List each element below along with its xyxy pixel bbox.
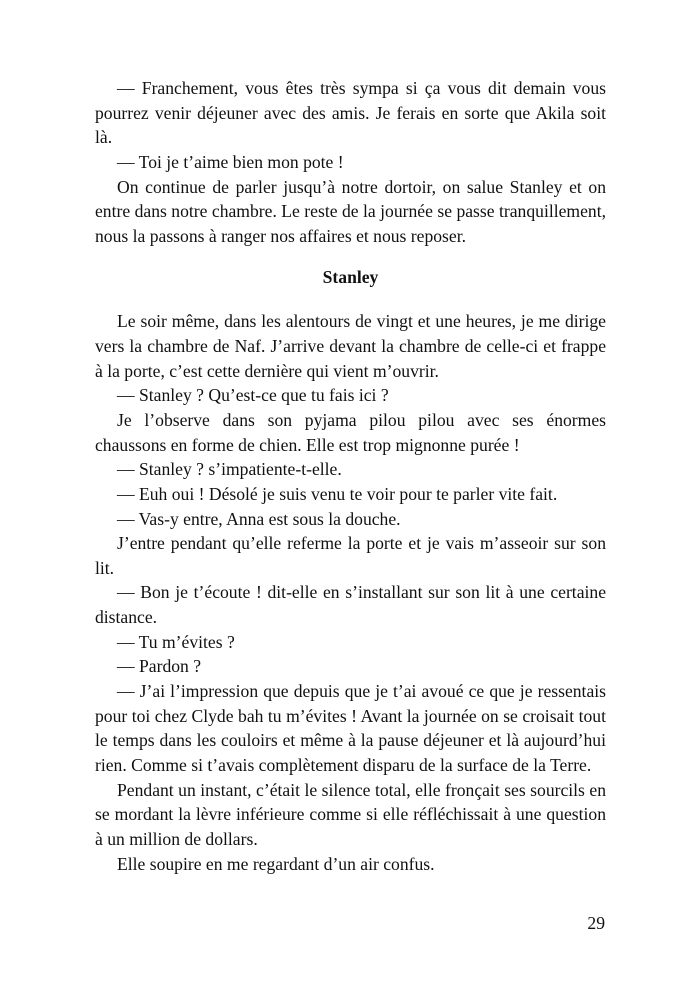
paragraph: — Bon je t’écoute ! dit-elle en s’installant sur son lit à une certaine distance. (95, 582, 606, 628)
paragraph: — J’ai l’impression que depuis que je t’ai avoué ce que je ressentais pour toi chez Clyde bah tu m’évites ! Avant la journée on se croisait tout le temps dans les couloirs et même à la pause déjeuner et là aujourd’hui rien. Comme si t’avais complètement disparu de la surface de la Terre. (95, 681, 606, 776)
paragraph: — Stanley ? s’impatiente-t-elle. (117, 459, 342, 480)
paragraph: On continue de parler jusqu’à notre dortoir, on salue Stanley et on entre dans notre chambre. Le reste de la journée se passe tranquillement, nous la passons à ranger nos affaires et nous reposer. (95, 176, 606, 246)
paragraph: J’entre pendant qu’elle referme la porte et je vais m’asseoir sur son lit. (95, 533, 606, 578)
page-body (95, 76, 606, 876)
page-number: 29 (587, 913, 605, 933)
paragraph: — Tu m’évites ? (117, 631, 235, 652)
section-heading: Stanley (322, 266, 379, 287)
paragraph: — Vas-y entre, Anna est sous la douche. (117, 508, 401, 529)
paragraph: — Toi je t’aime bien mon pote ! (117, 151, 344, 172)
paragraph: — Stanley ? Qu’est-ce que tu fais ici ? (117, 385, 389, 406)
paragraph: — Pardon ? (117, 656, 202, 677)
paragraph: Elle soupire en me regardant d’un air confus. (117, 853, 435, 874)
paragraph: — Franchement, vous êtes très sympa si ça vous dit demain vous pourrez venir déjeuner avec des amis. Je ferais en sorte que Akila soit là. (95, 78, 606, 148)
paragraph: — Euh oui ! Désolé je suis venu te voir pour te parler vite fait. (117, 483, 558, 504)
paragraph: Pendant un instant, c’était le silence total, elle fronçait ses sourcils en se mordant la lèvre inférieure comme si elle réfléchissait à une question à un million de dollars. (95, 779, 606, 850)
paragraph: Je l’observe dans son pyjama pilou pilou avec ses énormes chaussons en forme de chien. Elle est trop mignonne purée ! (95, 409, 606, 455)
paragraph: Le soir même, dans les alentours de vingt et une heures, je me dirige vers la chambre de Naf. J’arrive devant la chambre de celle-ci et frappe à la porte, c’est cette dernière qui vient m’ouvrir. (95, 311, 606, 381)
